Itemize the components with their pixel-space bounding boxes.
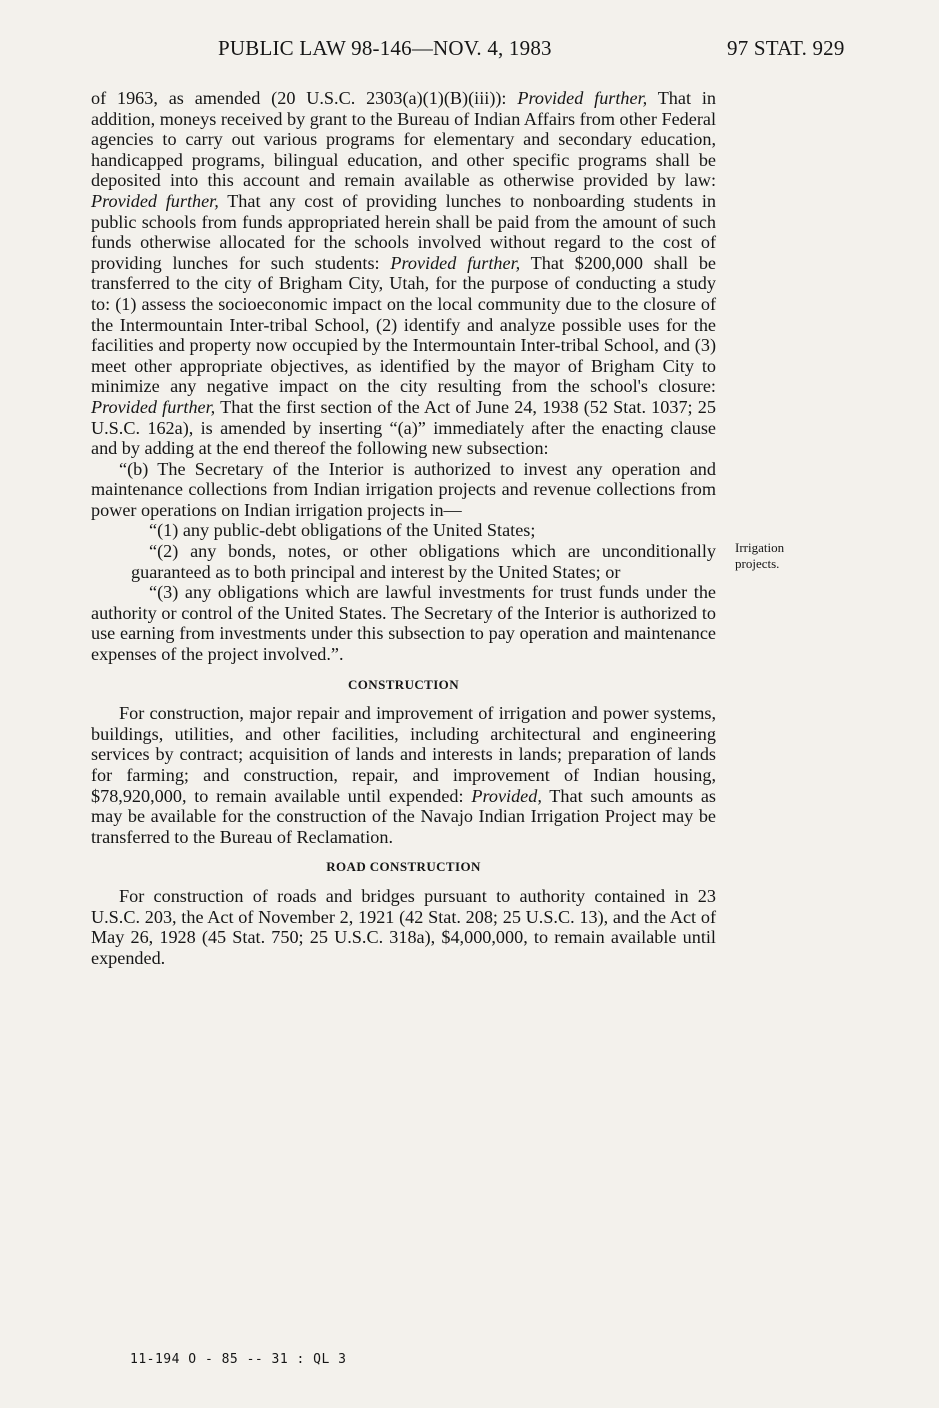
- margin-note: Irrigation projects.: [735, 540, 785, 571]
- clause-2: “(2) any bonds, notes, or other obligations which are unconditionally guaranteed as to both principal and interest by the United States; or: [131, 541, 716, 582]
- clause-3: “(3) any obligations which are lawful investments for trust funds under the authority or control of the United States. The Secretary of the Interior is authorized to use earning from investments under this subsection to pay operation and maintenance expenses of the project involved.”.: [91, 582, 716, 665]
- clause-1: “(1) any public-debt obligations of the United States;: [149, 520, 536, 541]
- paragraph-subsection-b: “(b) The Secretary of the Interior is authorized to invest any operation and maintenance collections from Indian irrigation projects and revenue collections from power operations on Indian irrigation projects in—: [91, 458, 716, 520]
- paragraph-road-construction: For construction of roads and bridges pursuant to authority contained in 23 U.S.C. 203, the Act of November 2, 1921 (42 Stat. 208; 25 U.S.C. 13), and the Act of May 26, 1928 (45 Stat. 750; 25 U.S.C. 318a), $4,000,000, to remain available until expended.: [91, 885, 716, 968]
- proviso-italic: Provided further,: [91, 396, 216, 417]
- footer-code: 11-194 O - 85 -- 31 : QL 3: [130, 1352, 347, 1367]
- section-heading-construction: CONSTRUCTION: [348, 676, 459, 692]
- paragraph-provisos: [91, 88, 716, 459]
- proviso-italic: Provided further,: [390, 252, 521, 273]
- text-run: That such amounts as may be available for the construction of the Navajo Indian Irrigation Project may be transferred to the Bureau of Reclamation.: [91, 785, 716, 847]
- section-heading-road-construction: ROAD CONSTRUCTION: [326, 859, 481, 875]
- proviso-italic: Provided further,: [91, 190, 219, 211]
- stat-reference: 97 STAT. 929: [727, 36, 845, 60]
- text-run: That any cost of providing lunches to nonboarding students in public schools from funds appropriated herein shall be paid from the amount of such funds otherwise allocated for the schools involved without regard to the cost of providing lunches for such students:: [91, 190, 716, 273]
- proviso-italic: Provided,: [471, 785, 542, 806]
- text-run: For construction, major repair and improvement of irrigation and power systems, buildings, utilities, and other facilities, including architectural and engineering services by contract; acquisition of lands and interests in lands; preparation of lands for farming; and construction, repair, and improvement of Indian housing, $78,920,000, to remain available until expended:: [91, 703, 716, 806]
- text-run: of 1963, as amended (20 U.S.C. 2303(a)(1)(B)(iii)):: [91, 88, 518, 108]
- body-text: [91, 88, 716, 968]
- text-run: That in addition, moneys received by grant to the Bureau of Indian Affairs from other Federal agencies to carry out various programs for elementary and secondary education, handicapped programs, bilingual education, and other specific programs shall be deposited into this account and remain available as otherwise provided by law:: [91, 88, 717, 191]
- text-run: That $200,000 shall be transferred to the city of Brigham City, Utah, for the purpose of conducting a study to: (1) assess the socioeconomic impact on the local community due to the closure of the Intermountain Inter-tribal School, (2) identify and analyze possible uses for the facilities and property now occupied by the Intermountain Inter-tribal School, and (3) meet other appropriate objectives, as identified by the mayor of Brigham City to minimize any negative impact on the city resulting from the school's closure:: [91, 252, 716, 397]
- paragraph-construction: [91, 703, 716, 847]
- proviso-italic: Provided further,: [517, 88, 648, 108]
- running-title: PUBLIC LAW 98-146—NOV. 4, 1983: [218, 36, 552, 60]
- text-run: That the first section of the Act of June 24, 1938 (52 Stat. 1037; 25 U.S.C. 162a), is amended by inserting “(a)” immediately after the enacting clause and by adding at the end thereof the following new subsection:: [91, 396, 716, 459]
